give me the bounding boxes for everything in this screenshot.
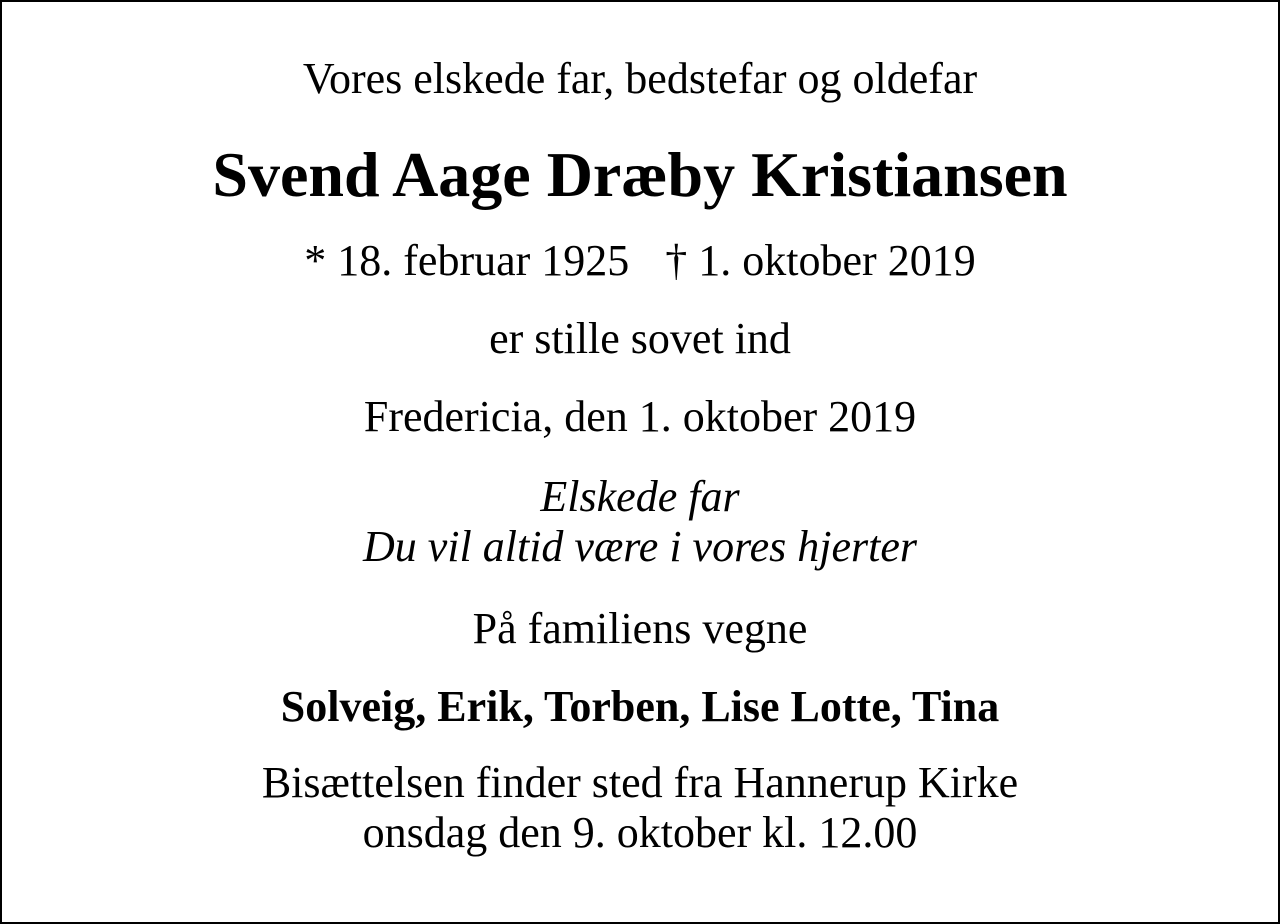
- death-date: † 1. oktober 2019: [665, 236, 976, 285]
- funeral-line-2: onsdag den 9. oktober kl. 12.00: [362, 808, 918, 857]
- memorial-verse: [2, 472, 1278, 572]
- intro-text: Vores elskede far, bedstefar og oldefar: [302, 54, 978, 103]
- place-and-date: Fredericia, den 1. oktober 2019: [363, 392, 917, 441]
- birth-date: * 18. februar 1925: [304, 236, 630, 285]
- funeral-line-1: Bisættelsen finder sted fra Hannerup Kirke: [261, 758, 1019, 807]
- family-signers: Solveig, Erik, Torben, Lise Lotte, Tina: [280, 682, 1000, 731]
- funeral-info: [2, 758, 1278, 858]
- verse-line-1: Elskede far: [540, 472, 740, 521]
- life-dates: [2, 234, 1278, 288]
- deceased-name: Svend Aage Dræby Kristiansen: [212, 139, 1068, 210]
- passed-away-text: er stille sovet ind: [489, 314, 791, 363]
- on-behalf-text: På familiens vegne: [472, 604, 808, 653]
- verse-line-2: Du vil altid være i vores hjerter: [363, 522, 917, 571]
